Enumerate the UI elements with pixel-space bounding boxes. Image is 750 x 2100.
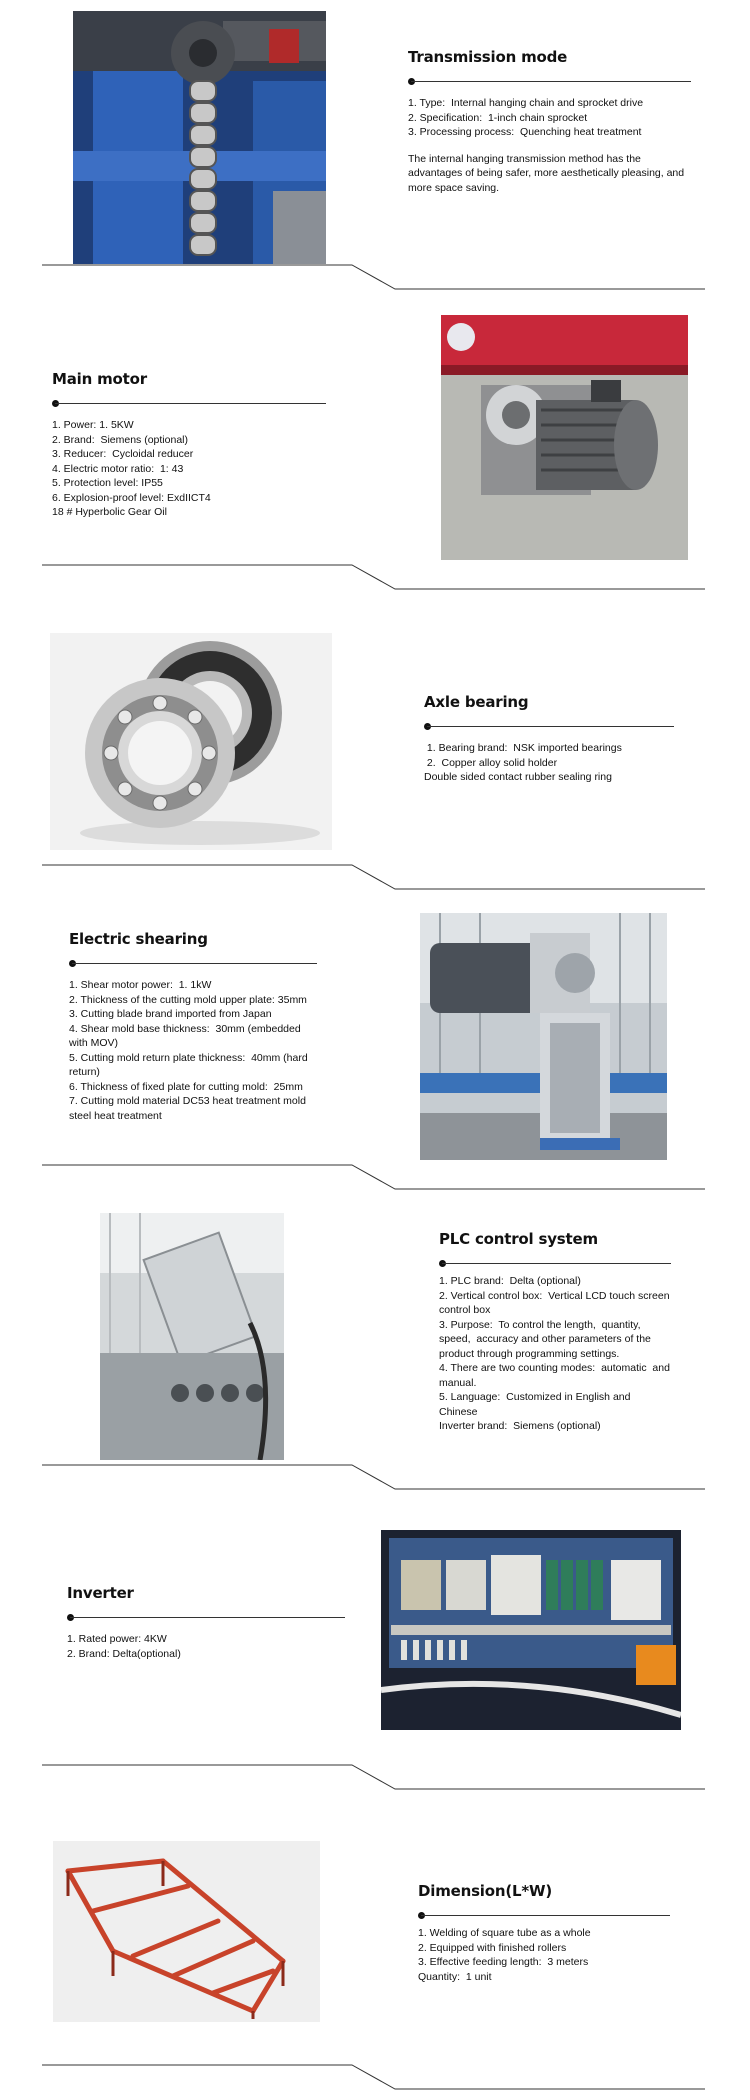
- list-item: 1. Welding of square tube as a whole: [418, 1927, 591, 1939]
- section-plc-control-system: [0, 1200, 750, 1500]
- list-item: 3. Effective feeding length: 3 meters: [418, 1956, 589, 1968]
- list-item: 3. Reducer: Cycloidal reducer: [52, 448, 194, 460]
- spec-list: [408, 96, 691, 140]
- list-item: 1. Rated power: 4KW: [67, 1633, 167, 1645]
- list-item: Quantity: 1 unit: [418, 1970, 492, 1983]
- list-item: Inverter brand: Siemens (optional): [439, 1420, 601, 1432]
- section-transmission-mode: [0, 0, 750, 300]
- spec-list: [439, 1274, 671, 1434]
- list-item: 2. Brand: Delta(optional): [67, 1647, 181, 1660]
- section-divider: [0, 1462, 750, 1492]
- list-item: 6. Explosion-proof level: ExdIICT4: [52, 491, 211, 504]
- list-item: 2. Thickness of the cutting mold upper plate: 35mm: [69, 993, 307, 1006]
- bearing-photo: [50, 633, 332, 850]
- list-item: 1. Power: 1. 5KW: [52, 419, 134, 431]
- title-rule: [424, 723, 674, 731]
- list-item: 5. Protection level: IP55: [52, 477, 163, 489]
- list-item: 1. PLC brand: Delta (optional): [439, 1275, 581, 1287]
- section-divider: [0, 2062, 750, 2092]
- frame-photo: [53, 1841, 320, 2022]
- list-item: 5. Language: Customized in English and Chinese: [439, 1391, 634, 1418]
- spec-list: [67, 1632, 345, 1661]
- section-title: Axle bearing: [424, 693, 529, 711]
- section-divider: [0, 262, 750, 292]
- list-item: 4. Shear mold base thickness: 30mm (embedded with MOV): [69, 1022, 304, 1049]
- section-axle-bearing: [0, 600, 750, 900]
- list-item: 3. Processing process: Quenching heat treatment: [408, 126, 642, 138]
- list-item: 2. Brand: Siemens (optional): [52, 433, 188, 446]
- axle-bearing-text: [424, 693, 674, 785]
- section-electric-shearing: [0, 900, 750, 1200]
- section-divider: [0, 1162, 750, 1192]
- title-rule: [408, 78, 691, 86]
- section-divider: [0, 1762, 750, 1792]
- list-item: 4. Electric motor ratio: 1: 43: [52, 462, 184, 475]
- section-title: Main motor: [52, 370, 147, 388]
- title-rule: [67, 1614, 345, 1622]
- inverter-cabinet-photo: [381, 1530, 681, 1730]
- section-divider: [0, 862, 750, 892]
- control-box-photo: [100, 1213, 284, 1460]
- title-rule: [418, 1912, 670, 1920]
- section-divider: [0, 562, 750, 592]
- list-item: 7. Cutting mold material DC53 heat treatment mold steel heat treatment: [69, 1095, 312, 1122]
- plc-text: [439, 1230, 671, 1434]
- electric-shearing-text: [69, 930, 317, 1123]
- list-item: 1. Type: Internal hanging chain and sprocket drive: [408, 97, 644, 109]
- main-motor-text: [52, 370, 326, 520]
- section-title: PLC control system: [439, 1230, 598, 1248]
- list-item: 4. There are two counting modes: automatic and manual.: [439, 1362, 673, 1389]
- inverter-text: [67, 1584, 345, 1661]
- spec-list: [424, 741, 674, 785]
- list-item: 6. Thickness of fixed plate for cutting mold: 25mm: [69, 1080, 303, 1093]
- list-item: 2. Vertical control box: Vertical LCD touch screen control box: [439, 1289, 673, 1316]
- dimension-text: [418, 1882, 670, 1984]
- list-item: 2. Copper alloy solid holder: [424, 756, 558, 769]
- list-item: Double sided contact rubber sealing ring: [424, 771, 612, 783]
- list-item: 5. Cutting mold return plate thickness: 40mm (hard return): [69, 1051, 314, 1078]
- title-rule: [52, 400, 326, 408]
- section-title: Inverter: [67, 1584, 134, 1602]
- section-dimension: [0, 1800, 750, 2100]
- section-inverter: [0, 1500, 750, 1800]
- section-main-motor: [0, 300, 750, 600]
- description-paragraph: The internal hanging transmission method has the advantages of being safer, more aesthetically pleasing, and more space saving.: [408, 152, 685, 194]
- title-rule: [439, 1260, 671, 1268]
- list-item: 2. Specification: 1-inch chain sprocket: [408, 111, 588, 124]
- shear-photo: [420, 913, 667, 1160]
- spec-list: [52, 418, 326, 520]
- list-item: 3. Cutting blade brand imported from Japan: [69, 1008, 272, 1020]
- section-title: Electric shearing: [69, 930, 208, 948]
- section-title: Dimension(L*W): [418, 1882, 552, 1900]
- list-item: 1. Bearing brand: NSK imported bearings: [424, 742, 622, 754]
- section-title: Transmission mode: [408, 48, 568, 66]
- motor-photo: [441, 315, 688, 560]
- spec-list: [418, 1926, 670, 1984]
- transmission-text: [408, 48, 691, 195]
- title-rule: [69, 960, 317, 968]
- list-item: 2. Equipped with finished rollers: [418, 1941, 567, 1954]
- list-item: 3. Purpose: To control the length, quantity, speed, accuracy and other parameters of the product through programming settings.: [439, 1318, 654, 1360]
- spec-list: [69, 978, 317, 1123]
- chain-sprocket-photo: [73, 11, 326, 264]
- list-item: 18 # Hyperbolic Gear Oil: [52, 506, 167, 518]
- list-item: 1. Shear motor power: 1. 1kW: [69, 979, 212, 991]
